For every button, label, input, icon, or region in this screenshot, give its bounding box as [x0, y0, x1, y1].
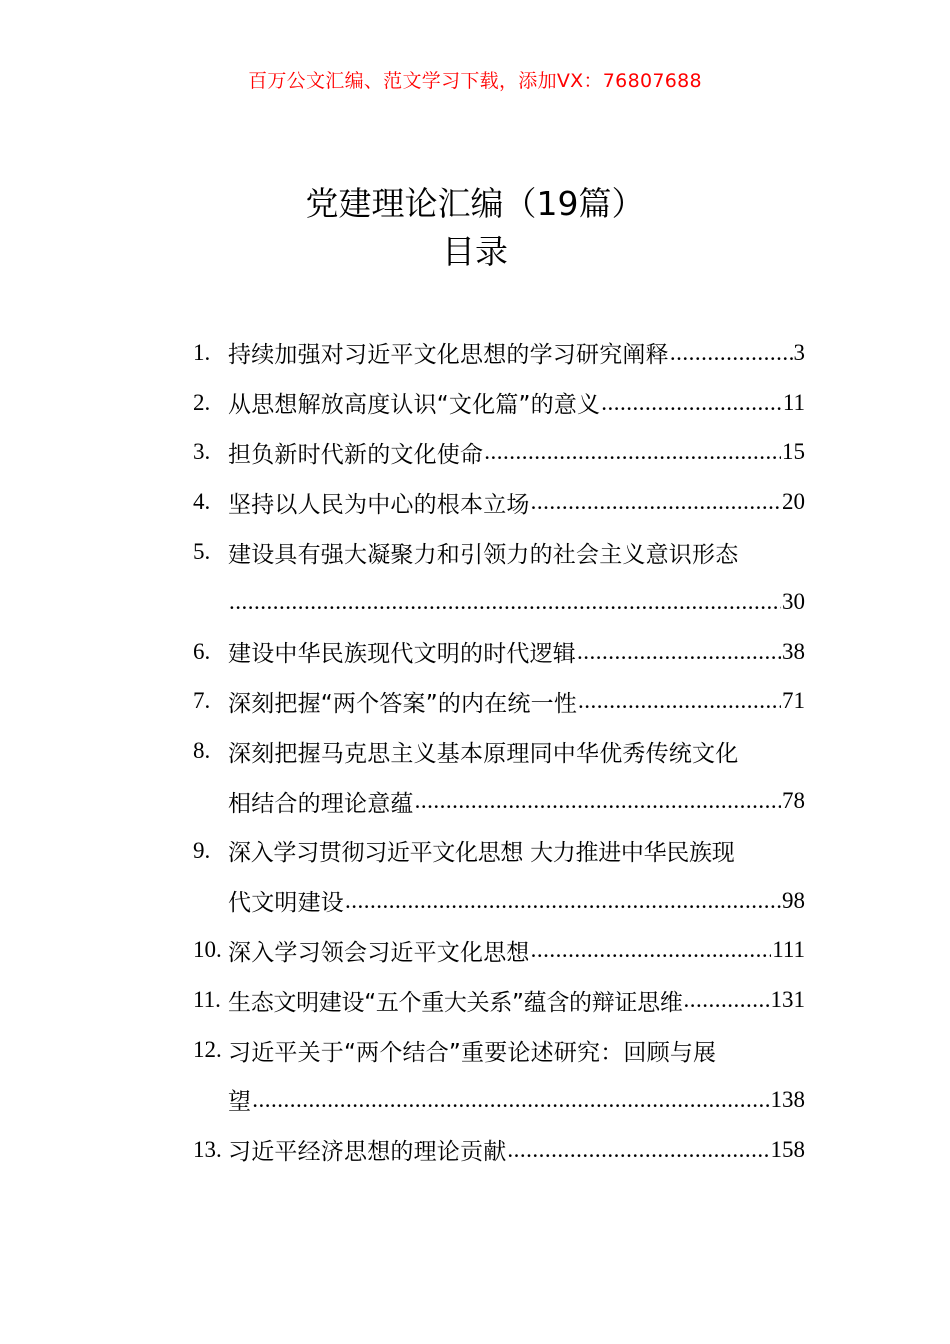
- toc-leader: [507, 1137, 769, 1163]
- toc-entry-12[interactable]: [193, 1025, 805, 1075]
- toc-title-continuation: 望: [228, 1089, 252, 1116]
- toc-leader: [684, 987, 770, 1013]
- toc-entry-2[interactable]: [193, 378, 805, 428]
- toc-leader: [670, 340, 793, 366]
- toc-leader: [531, 937, 772, 963]
- toc-page-number: 30: [782, 588, 805, 614]
- toc-page-number: 11: [782, 389, 805, 415]
- toc-entry-6[interactable]: [193, 627, 805, 677]
- toc-number: 2.: [193, 389, 211, 415]
- toc-title: 建设具有强大凝聚力和引领力的社会主义意识形态: [228, 541, 739, 568]
- toc-title: 深入学习领会习近平文化思想: [228, 939, 530, 966]
- toc-number: 5.: [193, 539, 211, 565]
- toc-title-continuation: 代文明建设: [228, 890, 344, 917]
- toc-title: 坚持以人民为中心的根本立场: [228, 491, 530, 518]
- toc-entry-4[interactable]: [193, 477, 805, 527]
- toc-title: 从思想解放高度认识“文化篇”的意义: [228, 392, 601, 419]
- toc-page-number: 38: [782, 638, 805, 664]
- document-title: 党建理论汇编（19篇）: [305, 184, 645, 223]
- toc-title: 担负新时代新的文化使命: [228, 441, 484, 468]
- toc-entry-8[interactable]: [193, 726, 805, 776]
- toc-leader: [531, 489, 781, 515]
- toc-entry-9[interactable]: [193, 826, 805, 876]
- toc-page-number: 71: [782, 688, 805, 714]
- toc-title: 深刻把握马克思主义基本原理同中华优秀传统文化: [228, 740, 739, 767]
- toc-page-number: 15: [782, 439, 805, 465]
- toc-title: 深入学习贯彻习近平文化思想 大力推进中华民族现: [228, 840, 735, 867]
- toc-title: 习近平经济思想的理论贡献: [228, 1139, 507, 1166]
- toc-leader: [252, 1087, 769, 1113]
- toc-number: 8.: [193, 738, 211, 764]
- toc-page-number: 98: [782, 887, 805, 913]
- toc-leader: [415, 788, 781, 814]
- toc-page-number: 138: [770, 1086, 805, 1112]
- toc-number: 4.: [193, 489, 211, 515]
- toc-number: 1.: [193, 339, 211, 365]
- toc-heading: 目录: [442, 232, 508, 271]
- toc-title-continuation: 相结合的理论意蕴: [228, 790, 414, 817]
- toc-page-number: 158: [770, 1136, 805, 1162]
- toc-entry-1[interactable]: [193, 328, 805, 378]
- toc-leader: [577, 639, 781, 665]
- toc-number: 3.: [193, 439, 211, 465]
- table-of-contents: [193, 328, 805, 1175]
- toc-entry-10[interactable]: [193, 926, 805, 976]
- toc-entry-5[interactable]: [193, 527, 805, 577]
- toc-title: 习近平关于“两个结合”重要论述研究：回顾与展: [228, 1039, 717, 1066]
- toc-entry-3[interactable]: [193, 428, 805, 478]
- toc-page-number: 78: [782, 788, 805, 814]
- toc-number: 6.: [193, 638, 211, 664]
- toc-number: 7.: [193, 688, 211, 714]
- toc-number: 9.: [193, 837, 211, 863]
- toc-title: 持续加强对习近平文化思想的学习研究阐释: [228, 342, 669, 369]
- toc-number: 13.: [193, 1136, 222, 1162]
- toc-leader: [601, 390, 782, 416]
- toc-page-number: 131: [770, 987, 805, 1013]
- toc-number: 10.: [193, 937, 222, 963]
- toc-entry-9-continuation[interactable]: [193, 876, 805, 926]
- toc-entry-11[interactable]: [193, 975, 805, 1025]
- toc-entry-13[interactable]: [193, 1125, 805, 1175]
- toc-entry-12-continuation[interactable]: [193, 1075, 805, 1125]
- toc-page-number: 3: [793, 339, 805, 365]
- header-note: 百万公文汇编、范文学习下载，添加VX：76807688: [248, 70, 702, 92]
- toc-title: 生态文明建设“五个重大关系”蕴含的辩证思维: [228, 989, 683, 1016]
- toc-number: 12.: [193, 1037, 222, 1063]
- toc-entry-7[interactable]: [193, 677, 805, 727]
- toc-page-number: 111: [772, 937, 805, 963]
- toc-leader: [578, 688, 781, 714]
- toc-number: 11.: [193, 987, 221, 1013]
- toc-leader: [484, 439, 781, 465]
- toc-title: 深刻把握“两个答案”的内在统一性: [228, 690, 578, 717]
- toc-page-number: 20: [782, 489, 805, 515]
- toc-entry-8-continuation[interactable]: [193, 776, 805, 826]
- toc-leader: [345, 888, 781, 914]
- toc-leader: [229, 589, 781, 615]
- toc-entry-5-continuation[interactable]: [193, 577, 805, 627]
- toc-title: 建设中华民族现代文明的时代逻辑: [228, 641, 576, 668]
